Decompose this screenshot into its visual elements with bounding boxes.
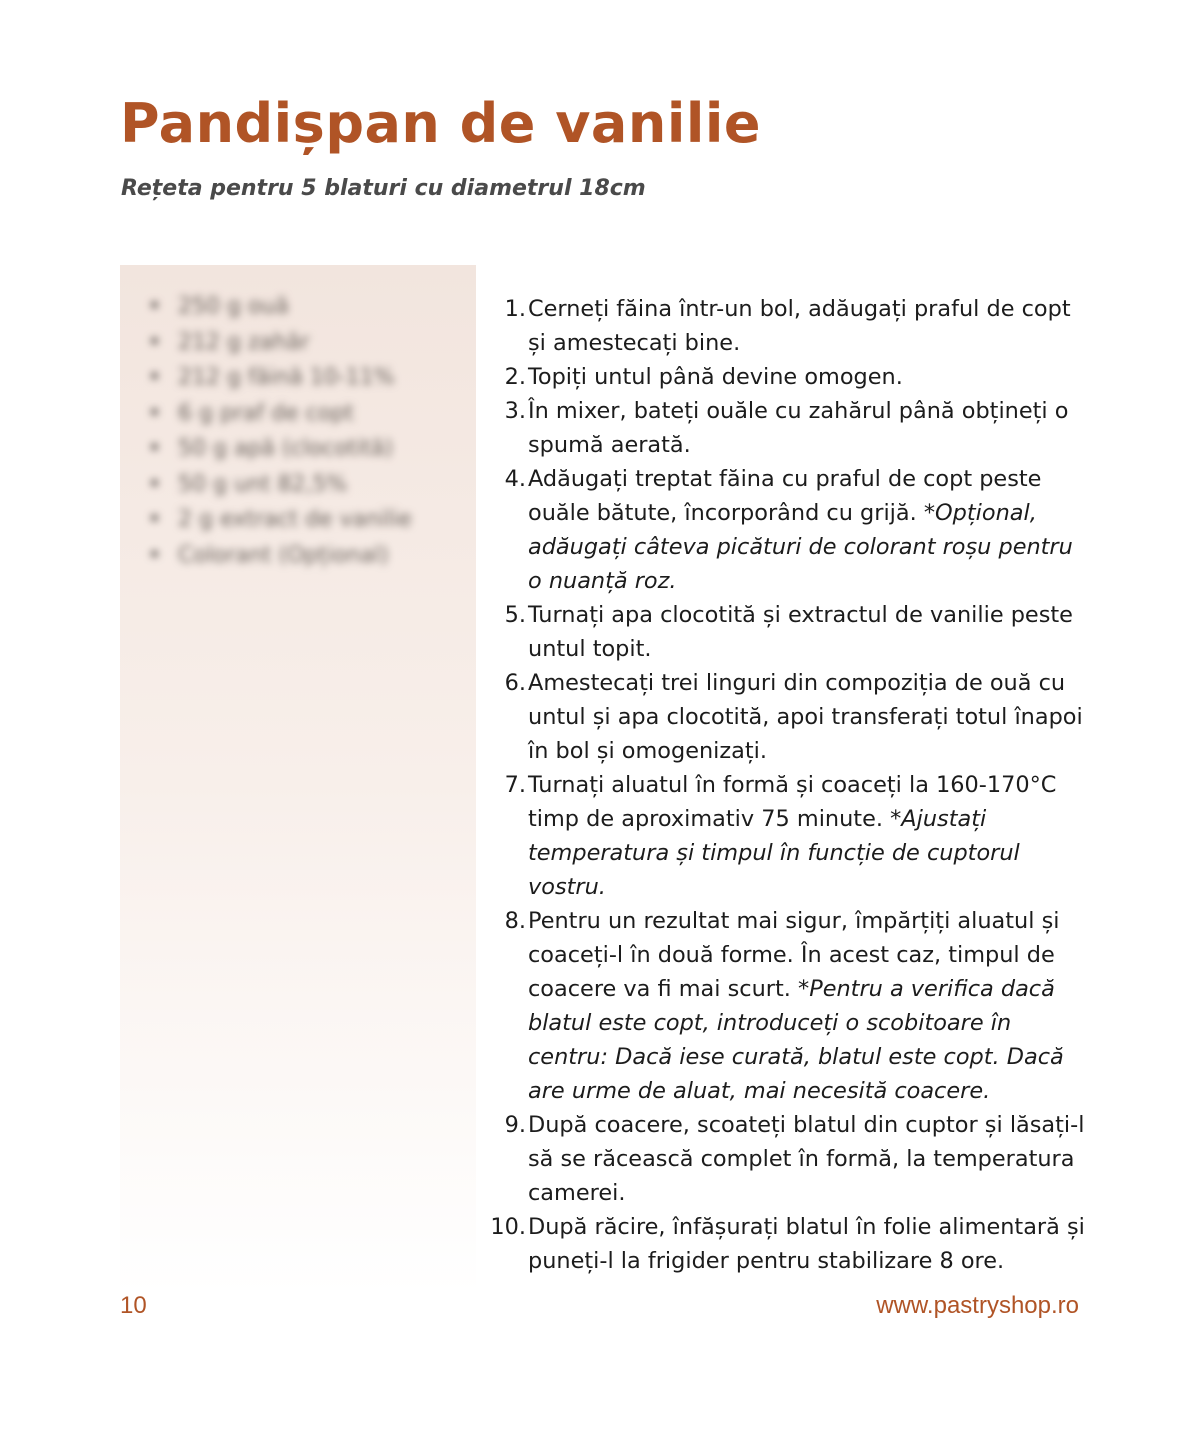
- steps-list: [480, 292, 1090, 1278]
- page-number: 10: [120, 1292, 147, 1319]
- ingredient-item: • 50 g unt 82,5%: [148, 467, 476, 503]
- step-number: 4.: [504, 466, 526, 492]
- website-link[interactable]: www.pastryshop.ro: [876, 1292, 1079, 1319]
- ingredients-list: [120, 265, 476, 573]
- step-number: 10.: [490, 1214, 526, 1240]
- step-text: Adăugați treptat făina cu praful de copt peste ouăle bătute, încorporând cu grijă.: [528, 466, 1042, 526]
- step-item: [480, 462, 1090, 598]
- recipe-subtitle: Rețeta pentru 5 blaturi cu diametrul 18cm: [121, 176, 646, 201]
- step-text: În mixer, bateți ouăle cu zahărul până obțineți o spumă aerată.: [528, 398, 1069, 458]
- step-text: După coacere, scoateți blatul din cuptor și lăsați-l să se răcească complet în formă, la temperatura camerei.: [528, 1112, 1085, 1206]
- step-number: 3.: [504, 398, 526, 424]
- step-number: 1.: [504, 296, 526, 322]
- step-number: 8.: [504, 908, 526, 934]
- ingredient-item: • 50 g apă (clocotită): [148, 431, 476, 467]
- step-text: Turnați aluatul în formă și coaceți la 160-170°C timp de aproximativ 75 minute.: [528, 772, 1057, 832]
- step-number: 6.: [504, 670, 526, 696]
- step-text: Cerneți făina într-un bol, adăugați praful de copt și amestecați bine.: [528, 296, 1071, 356]
- ingredient-item: • 212 g zahăr: [148, 325, 476, 361]
- step-item: [480, 360, 1090, 394]
- step-item: [480, 1210, 1090, 1278]
- step-text: După răcire, înfășurați blatul în folie alimentară și puneți-l la frigider pentru stabilizare 8 ore.: [528, 1214, 1085, 1274]
- step-text: Pentru un rezultat mai sigur, împărțiți aluatul și coaceți-l în două forme. În acest caz, timpul de coacere va fi mai scurt.: [528, 908, 1060, 1002]
- ingredient-item: • 2 g extract de vanilie: [148, 502, 476, 538]
- step-item: [480, 1108, 1090, 1210]
- step-item: [480, 598, 1090, 666]
- step-number: 2.: [504, 364, 526, 390]
- step-item: [480, 904, 1090, 1108]
- step-number: 5.: [504, 602, 526, 628]
- step-item: [480, 768, 1090, 904]
- ingredients-panel: [120, 265, 476, 1295]
- step-note: *Opțional, adăugați câteva picături de colorant roșu pentru o nuanță roz.: [528, 500, 1073, 594]
- ingredient-item: • Colorant (Opțional): [148, 538, 476, 574]
- ingredient-item: • 212 g făină 10-11%: [148, 360, 476, 396]
- step-text: Topiți untul până devine omogen.: [528, 364, 903, 390]
- step-text: Turnați apa clocotită și extractul de vanilie peste untul topit.: [528, 602, 1073, 662]
- step-item: [480, 666, 1090, 768]
- step-item: [480, 292, 1090, 360]
- ingredient-item: • 250 g ouă: [148, 289, 476, 325]
- page-title: Pandișpan de vanilie: [120, 92, 761, 155]
- step-item: [480, 394, 1090, 462]
- step-note: *Ajustați temperatura și timpul în funcție de cuptorul vostru.: [528, 806, 1020, 900]
- step-number: 9.: [504, 1112, 526, 1138]
- step-note: *Pentru a verifica dacă blatul este copt, introduceți o scobitoare în centru: Dacă iese curată, blatul este copt. Dacă are urme de aluat, mai necesită coacere.: [528, 976, 1064, 1104]
- ingredient-item: • 6 g praf de copt: [148, 396, 476, 432]
- step-text: Amestecați trei linguri din compoziția de ouă cu untul și apa clocotită, apoi transferați totul înapoi în bol și omogenizați.: [528, 670, 1083, 764]
- step-number: 7.: [504, 772, 526, 798]
